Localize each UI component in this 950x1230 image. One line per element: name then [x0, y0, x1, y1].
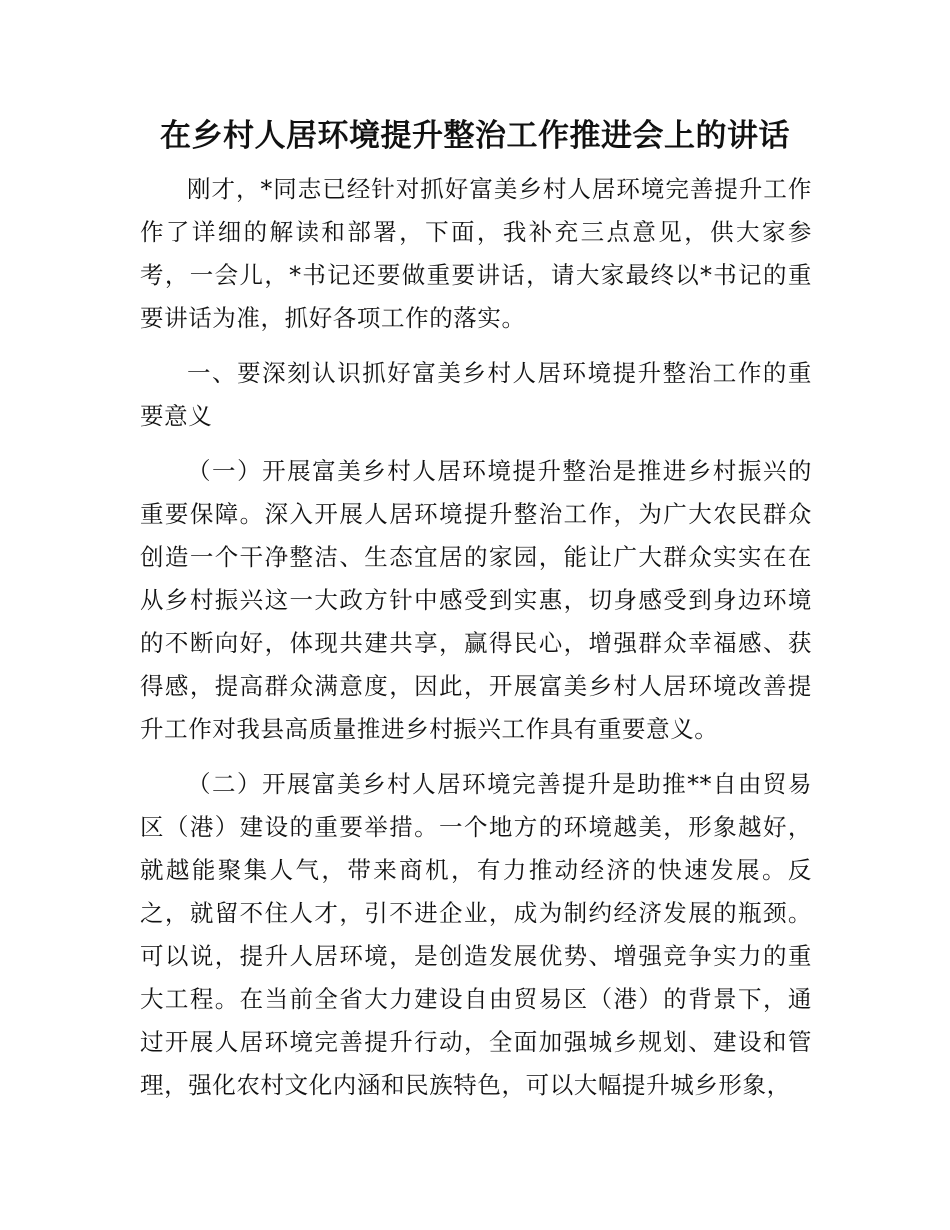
document-body [140, 168, 812, 1119]
paragraph-subsection-2: （二）开展富美乡村人居环境完善提升是助推**自由贸易区（港）建设的重要举措。一个地方的环境越美，形象越好，就越能聚集人气，带来商机，有力推动经济的快速发展。反之，就留不住人才，引不进企业，成为制约经济发展的瓶颈。可以说，提升人居环境，是创造发展优势、增强竞争实力的重大工程。在当前全省大力建设自由贸易区（港）的背景下，通过开展人居环境完善提升行动，全面加强城乡规划、建设和管理，强化农村文化内涵和民族特色，可以大幅提升城乡形象， [140, 770, 812, 1099]
document-title: 在乡村人居环境提升整治工作推进会上的讲话 [160, 118, 790, 154]
section-heading-1: 一、要深刻认识抓好富美乡村人居环境提升整治工作的重要意义 [140, 359, 812, 430]
paragraph-opening: 刚才，*同志已经针对抓好富美乡村人居环境完善提升工作作了详细的解读和部署，下面，我补充三点意见，供大家参考，一会儿，*书记还要做重要讲话，请大家最终以*书记的重要讲话为准，抓好各项工作的落实。 [140, 175, 812, 332]
paragraph-subsection-1: （一）开展富美乡村人居环境提升整治是推进乡村振兴的重要保障。深入开展人居环境提升整治工作，为广大农民群众创造一个干净整洁、生态宜居的家园，能让广大群众实实在在从乡村振兴这一大政方针中感受到实惠，切身感受到身边环境的不断向好，体现共建共享，赢得民心，增强群众幸福感、获得感，提高群众满意度，因此，开展富美乡村人居环境改善提升工作对我县高质量推进乡村振兴工作具有重要意义。 [140, 457, 812, 743]
